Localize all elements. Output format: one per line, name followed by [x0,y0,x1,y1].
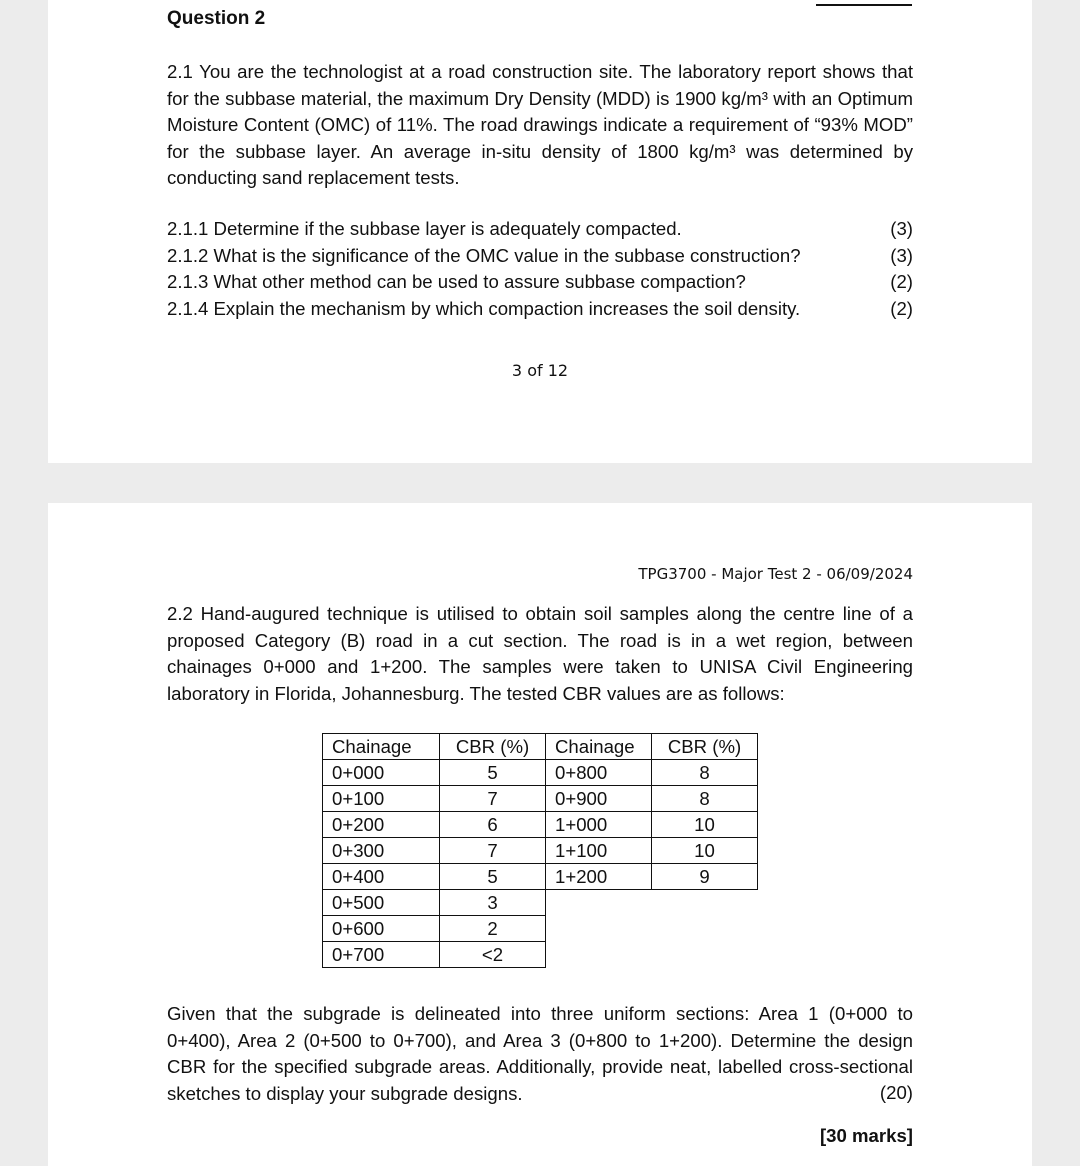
empty-cell [546,942,652,968]
chainage-cell: 0+600 [323,916,440,942]
sub-question-text: 2.1.2 What is the significance of the OMC value in the subbase construction? [167,244,801,266]
chainage-cell: 1+100 [546,838,652,864]
question-title: Question 2 [167,8,266,29]
page-number: 3 of 12 [511,361,569,380]
page-header: TPG3700 - Major Test 2 - 06/09/2024 [638,565,913,583]
table-row [323,838,758,864]
table-row [323,916,758,942]
sub-question-marks: (3) [890,218,913,239]
table-row [323,890,758,916]
chainage-cell: 0+300 [323,838,440,864]
empty-cell [546,916,652,942]
sub-question [167,269,913,296]
chainage-cell: 1+200 [546,864,652,890]
sub-question-marks: (2) [890,271,913,292]
sub-question-text: 2.1.4 Explain the mechanism by which compaction increases the soil density. [167,297,801,319]
design-question-text [167,1001,913,1107]
table-row [323,786,758,812]
sub-question-text: 2.1.3 What other method can be used to assure subbase compaction? [167,271,746,292]
cbr-cell: 8 [652,786,758,812]
sub-questions-list [167,216,913,322]
chainage-cell: 0+200 [323,812,440,838]
design-question-body: Given that the subgrade is delineated into three uniform sections: Area 1 (0+000 to 0+400), Area 2 (0+500 to 0+700), and Area 3 (0+800 to 1+200). Determine the design CBR for the specified subgrade areas. Additionally, provide neat, labelled cross-sectional sketches to display your subgrade designs. [167,1003,913,1104]
sub-question-marks: (3) [890,244,913,266]
page-3 [48,0,1032,463]
chainage-cell: 0+100 [323,786,440,812]
sub-question [167,296,913,323]
table-row [323,864,758,890]
cbr-cell: 10 [652,838,758,864]
cbr-cell: 5 [440,864,546,890]
sub-question [167,216,913,243]
cbr-table [322,733,758,968]
chainage-cell: 0+700 [323,942,440,968]
table-row [323,812,758,838]
question-2-2-text: 2.2 Hand-augured technique is utilised to obtain soil samples along the centre line of a proposed Category (B) road in a cut section. The road is in a wet region, between chainages 0+000 and 1+200. The samples were taken to UNISA Civil Engineering laboratory in Florida, Johannesburg. The tested CBR values are as follows: [167,603,913,704]
table-row [323,942,758,968]
chainage-cell: 0+800 [546,760,652,786]
table-row [323,760,758,786]
cbr-cell: <2 [440,942,546,968]
cbr-cell: 7 [440,786,546,812]
cbr-cell: 6 [440,812,546,838]
empty-cell [652,916,758,942]
cbr-cell: 5 [440,760,546,786]
col-header-cbr: CBR (%) [440,734,546,760]
cbr-cell: 7 [440,838,546,864]
cbr-cell: 8 [652,760,758,786]
chainage-cell: 0+000 [323,760,440,786]
sub-question-marks: (2) [890,297,913,319]
sub-question [167,243,913,270]
col-header-chainage: Chainage [323,734,440,760]
design-question-marks: (20) [879,1082,913,1103]
chainage-cell: 1+000 [546,812,652,838]
empty-cell [652,890,758,916]
cbr-cell: 3 [440,890,546,916]
empty-cell [546,890,652,916]
col-header-cbr: CBR (%) [652,734,758,760]
cbr-cell: 9 [652,864,758,890]
top-marker-line [816,0,912,6]
cbr-cell: 2 [440,916,546,942]
question-2-1-text: 2.1 You are the technologist at a road construction site. The laboratory report shows that for the subbase material, the maximum Dry Density (MDD) is 1900 kg/m³ with an Optimum Moisture Content (OMC) of 11%. The road drawings indicate a requirement of “93% MOD” for the subbase layer. An average in-situ density of 1800 kg/m³ was determined by conducting sand replacement tests. [167,61,913,188]
empty-cell [652,942,758,968]
col-header-chainage: Chainage [546,734,652,760]
table-header-row [323,734,758,760]
page-4 [48,503,1032,1166]
chainage-cell: 0+900 [546,786,652,812]
sub-question-text: 2.1.1 Determine if the subbase layer is adequately compacted. [167,218,682,239]
total-marks: [30 marks] [819,1125,913,1146]
chainage-cell: 0+500 [323,890,440,916]
cbr-cell: 10 [652,812,758,838]
chainage-cell: 0+400 [323,864,440,890]
